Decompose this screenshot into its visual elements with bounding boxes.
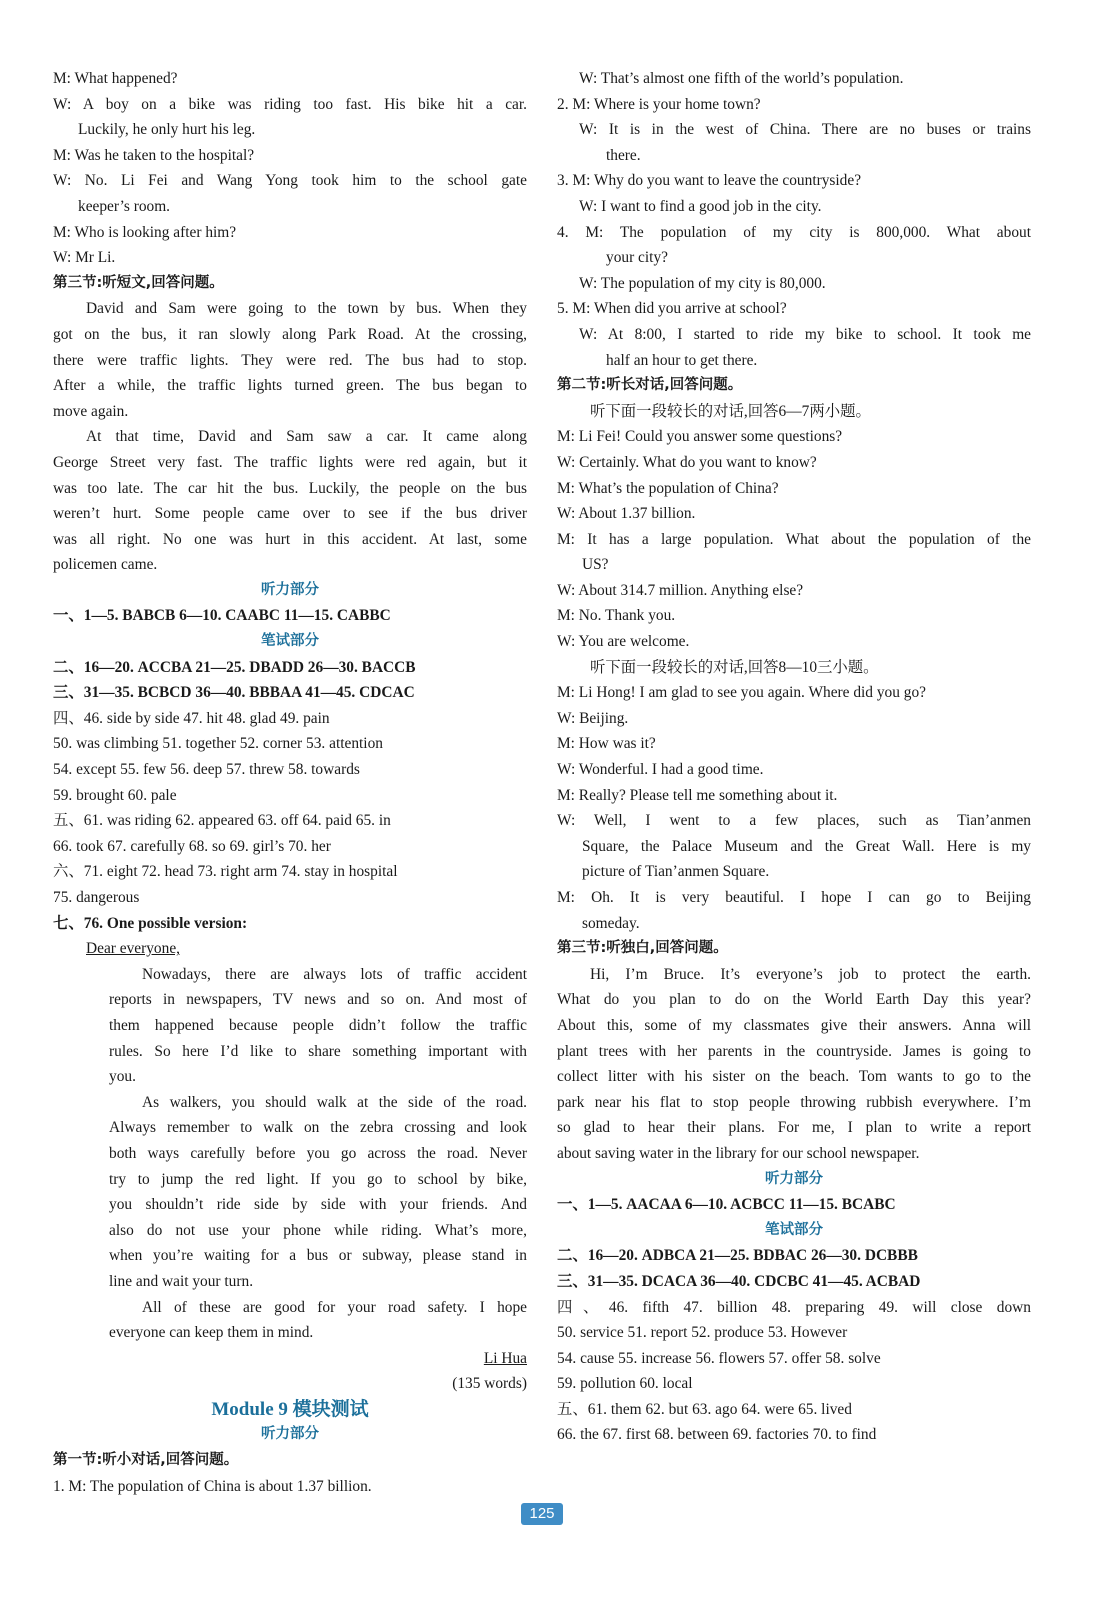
right-line: 第三节:听独白,回答问题。 [557,940,728,957]
right-line: collect litter with his sister on the beach. Tom wants to go to the [557,1068,1031,1086]
right-line: half an hour to get there. [606,351,758,369]
right-line: W: Beijing. [557,709,629,727]
right-line: M: What’s the population of China? [557,479,779,497]
left-line: policemen came. [53,556,158,574]
left-line: was all right. No one was hurt in this accident. At last, some [53,530,527,548]
left-line: 七、76. One possible version: [53,914,248,932]
right-line: your city? [606,249,668,267]
right-line: 3. M: Why do you want to leave the countryside? [557,172,862,190]
left-line: W: Mr Li. [53,249,116,267]
right-line: W: At 8:00, I started to ride my bike to school. It took me [579,325,1031,343]
left-line: them happened because people didn’t follow the traffic [109,1016,527,1034]
right-line: Square, the Palace Museum and the Great Wall. Here is my [582,837,1031,855]
right-line: W: About 314.7 million. Anything else? [557,581,804,599]
left-line: Nowadays, there are always lots of traffic accident [142,965,527,983]
left-line: 六、71. eight 72. head 73. right arm 74. stay in hospital [53,863,398,881]
left-line: 四、46. side by side 47. hit 48. glad 49. pain [53,709,330,727]
left-line: reports in newspapers, TV news and so on. And most of [109,991,527,1009]
right-column [557,66,1031,1448]
right-line: M: No. Thank you. [557,607,676,625]
left-line: (135 words) [452,1375,527,1393]
left-line: 59. brought 60. pale [53,786,177,804]
left-line: line and wait your turn. [109,1272,254,1290]
right-line: 听力部分 [765,1170,823,1187]
left-line: 75. dangerous [53,889,140,906]
right-line: M: Really? Please tell me something about it. [557,786,838,804]
right-line: 4. M: The population of my city is 800,000. What about [557,223,1031,241]
left-line: M: Who is looking after him? [53,223,237,241]
left-line: 54. except 55. few 56. deep 57. threw 58. towards [53,761,360,779]
left-line: there were traffic lights. They were red. The bus had to stop. [53,351,527,369]
left-line: try to jump the red light. If you go to school by bike, [109,1170,527,1188]
left-line: 50. was climbing 51. together 52. corner 53. attention [53,735,383,753]
left-line: 二、16—20. ACCBA 21—25. DBADD 26—30. BACCB [53,658,416,676]
left-line: 五、61. was riding 62. appeared 63. off 64. paid 65. in [53,812,391,830]
right-line: 5. M: When did you arrive at school? [557,300,787,318]
left-line: 听力部分 [261,581,319,598]
right-line: picture of Tian’anmen Square. [582,863,770,881]
right-line: park near his flat to stop people throwing rubbish everywhere. I’m [557,1093,1031,1111]
left-line: 66. took 67. carefully 68. so 69. girl’s 70. her [53,837,331,855]
left-line: Li Hua [483,1349,527,1367]
left-line: 笔试部分 [261,633,319,650]
right-line: there. [606,146,641,164]
right-line: W: You are welcome. [557,633,690,651]
right-line: 50. service 51. report 52. produce 53. However [557,1324,848,1342]
right-line: 66. the 67. first 68. between 69. factories 70. to find [557,1426,877,1444]
left-column [53,66,527,1499]
left-line: 听力部分 [261,1426,319,1443]
right-line: US? [582,556,609,574]
left-line: M: Was he taken to the hospital? [53,146,255,164]
left-line: both ways carefully before you go across the road. Never [109,1144,527,1162]
right-line: 笔试部分 [765,1221,823,1238]
right-line: M: Li Fei! Could you answer some questions? [557,428,843,446]
left-line: After a while, the traffic lights turned green. The bus began to [53,377,527,395]
right-line: M: Li Hong! I am glad to see you again. Where did you go? [557,684,926,702]
left-line: keeper’s room. [78,197,171,215]
left-line: 三、31—35. BCBCD 36—40. BBBAA 41—45. CDCAC [53,684,415,702]
left-line: Dear everyone, [86,940,180,958]
right-line: W: Well, I went to a few places, such as Tian’anmen [557,812,1031,830]
left-line: Module 9 模块测试 [211,1398,369,1420]
right-line: 四、46. fifth 47. billion 48. preparing 49. will close down [557,1298,1031,1316]
right-line: plant trees with her parents in the countryside. James is going to [557,1042,1031,1060]
left-line: got on the bus, it ran slowly along Park Road. At the crossing, [53,325,527,343]
right-line: W: It is in the west of China. There are no buses or trains [579,121,1031,139]
left-line: rules. So here I’d like to share something important with [109,1042,527,1060]
left-line: Luckily, he only hurt his leg. [78,121,256,139]
right-line: 听下面一段较长的对话,回答8—10三小题。 [590,658,879,676]
right-line: so glad to hear their plans. For me, I plan to write a report [557,1119,1031,1137]
right-line: M: How was it? [557,735,656,753]
left-line: All of these are good for your road safety. I hope [142,1298,527,1316]
right-line: W: Certainly. What do you want to know? [557,453,817,471]
right-line: M: Oh. It is very beautiful. I hope I can go to Beijing [557,889,1031,906]
right-line: M: It has a large population. What about the population of the [557,530,1031,548]
left-line: As walkers, you should walk at the side of the road. [142,1093,527,1111]
left-line: move again. [53,402,129,420]
left-line: W: No. Li Fei and Wang Yong took him to the school gate [53,172,527,190]
right-line: W: Wonderful. I had a good time. [557,761,764,779]
right-line: 三、31—35. DCACA 36—40. CDCBC 41—45. ACBAD [557,1272,921,1290]
right-line: 2. M: Where is your home town? [557,95,761,113]
left-line: M: What happened? [53,70,178,87]
right-line: about saving water in the library for our school newspaper. [557,1144,920,1162]
left-line: At that time, David and Sam saw a car. It came along [86,428,527,446]
right-line: 听下面一段较长的对话,回答6—7两小题。 [590,402,871,420]
left-line: Always remember to walk on the zebra crossing and look [109,1119,527,1137]
right-line: W: That’s almost one fifth of the world’s population. [579,70,904,87]
left-line: you shouldn’t ride side by side with your friends. And [109,1196,527,1214]
right-line: someday. [582,914,640,932]
left-line: 一、1—5. BABCB 6—10. CAABC 11—15. CABBC [53,607,391,625]
right-line: W: The population of my city is 80,000. [579,274,826,292]
page-number: 125 [521,1503,563,1525]
right-line: 54. cause 55. increase 56. flowers 57. offer 58. solve [557,1349,881,1367]
right-line: 59. pollution 60. local [557,1375,693,1393]
left-line: 1. M: The population of China is about 1.37 billion. [53,1477,372,1495]
left-line: was too late. The car hit the bus. Luckily, the people on the bus [53,479,527,497]
right-line: About this, some of my classmates give their answers. Anna will [557,1016,1031,1034]
right-line: 五、61. them 62. but 63. ago 64. were 65. lived [557,1400,852,1418]
left-line: you. [109,1068,136,1086]
right-line: What do you plan to do on the World Earth Day this year? [557,991,1031,1009]
right-line: 二、16—20. ADBCA 21—25. BDBAC 26—30. DCBBB [557,1247,918,1265]
right-line: W: About 1.37 billion. [557,505,696,523]
left-line: W: A boy on a bike was riding too fast. His bike hit a car. [53,95,527,113]
right-line: W: I want to find a good job in the city. [579,197,822,215]
left-line: 第一节:听小对话,回答问题。 [53,1452,239,1469]
left-line: 第三节:听短文,回答问题。 [53,274,224,291]
right-line: 一、1—5. AACAA 6—10. ACBCC 11—15. BCABC [557,1196,896,1214]
left-line: also do not use your phone while riding. What’s more, [109,1221,527,1239]
left-line: when you’re waiting for a bus or subway, please stand in [109,1247,527,1265]
left-line: George Street very fast. The traffic lights were red again, but it [53,453,527,471]
left-line: David and Sam were going to the town by bus. When they [86,300,527,318]
right-line: 第二节:听长对话,回答问题。 [557,377,743,394]
left-line: everyone can keep them in mind. [109,1324,314,1342]
right-line: Hi, I’m Bruce. It’s everyone’s job to protect the earth. [590,965,1031,983]
left-line: weren’t hurt. Some people came over to see if the bus driver [53,505,527,523]
